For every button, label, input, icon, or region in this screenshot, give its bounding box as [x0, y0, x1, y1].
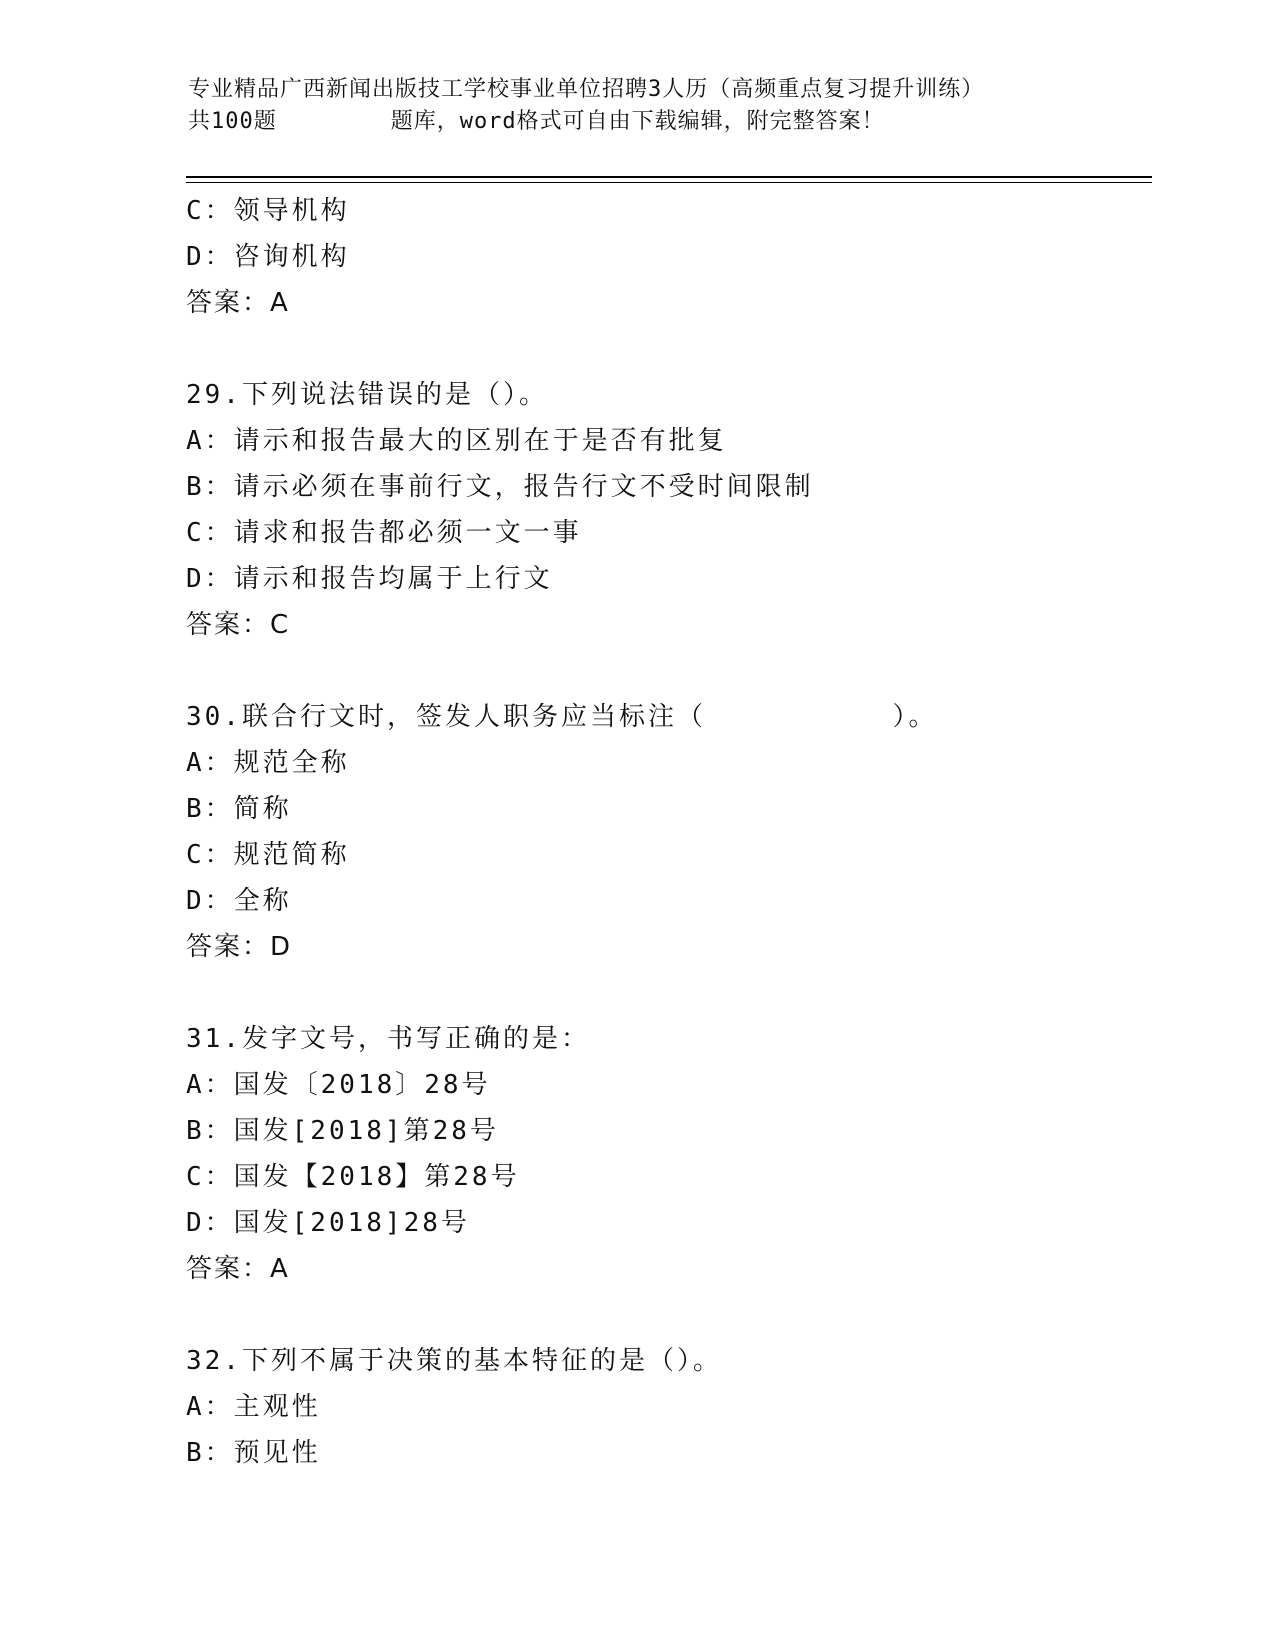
header-subtitle: 共100题 题库，word格式可自由下载编辑，附完整答案！: [188, 109, 885, 134]
question-stem: 32.下列不属于决策的基本特征的是（）。: [186, 1346, 722, 1376]
question-content: [186, 188, 1166, 1476]
answer-line: 答案：D: [186, 932, 293, 962]
option-line: D：国发[2018]28号: [186, 1208, 470, 1238]
option-line: A：主观性: [186, 1392, 321, 1422]
header-divider: [186, 176, 1152, 178]
spacer: [186, 326, 1166, 372]
option-line: C：规范简称: [186, 840, 350, 870]
page-header: [188, 74, 1168, 138]
question-stem: 31.发字文号，书写正确的是：: [186, 1024, 590, 1054]
option-line: A：国发〔2018〕28号: [186, 1070, 491, 1100]
option-line: C：国发【2018】第28号: [186, 1162, 520, 1192]
option-line: C：领导机构: [186, 196, 350, 226]
option-line: D：全称: [186, 886, 292, 916]
spacer: [186, 648, 1166, 694]
option-line: D：请示和报告均属于上行文: [186, 564, 553, 594]
option-line: B：简称: [186, 794, 292, 824]
option-line: A：请示和报告最大的区别在于是否有批复: [186, 426, 727, 456]
option-line: B：国发[2018]第28号: [186, 1116, 499, 1146]
answer-line: 答案：A: [186, 1254, 290, 1284]
answer-line: 答案：A: [186, 288, 290, 318]
spacer: [186, 1292, 1166, 1338]
option-line: B：预见性: [186, 1438, 321, 1468]
spacer: [186, 970, 1166, 1016]
option-line: B：请示必须在事前行文，报告行文不受时间限制: [186, 472, 814, 502]
question-stem: 29.下列说法错误的是（）。: [186, 380, 548, 410]
header-divider-thin: [186, 182, 1152, 183]
option-line: D：咨询机构: [186, 242, 350, 272]
answer-line: 答案：C: [186, 610, 291, 640]
option-line: A：规范全称: [186, 748, 350, 778]
header-title: 专业精品广西新闻出版技工学校事业单位招聘3人历（高频重点复习提升训练）: [188, 77, 985, 102]
option-line: C：请求和报告都必须一文一事: [186, 518, 582, 548]
question-stem: 30.联合行文时，签发人职务应当标注（ ）。: [186, 702, 938, 732]
